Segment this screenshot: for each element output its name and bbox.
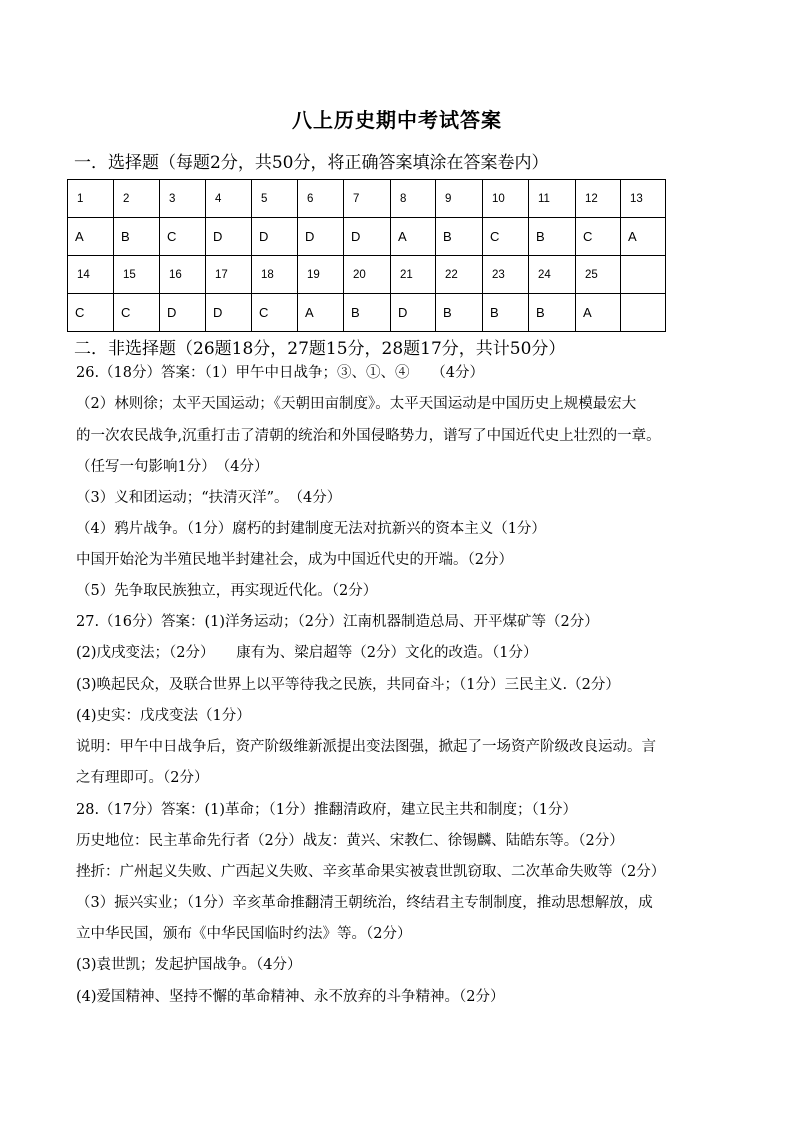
question-number-cell: 5: [252, 180, 298, 218]
answer-letter-cell: B: [436, 218, 483, 256]
answer-line: （4）鸦片战争。（1分）腐朽的封建制度无法对抗新兴的资本主义（1分）: [76, 521, 546, 537]
answer-letter-cell: A: [68, 218, 114, 256]
answer-letter-cell: D: [298, 218, 344, 256]
answer-line: （任写一句影响1分） （4分）: [76, 459, 269, 475]
question-number-cell: 11: [529, 180, 576, 218]
question-number-cell: 2: [114, 180, 160, 218]
question-number-cell: 8: [391, 180, 436, 218]
answer-letter-cell: B: [344, 294, 391, 332]
answer-letter-cell: B: [436, 294, 483, 332]
answer-line: 说明：甲午中日战争后，资产阶级维新派提出变法图强，掀起了一场资产阶级改良运动。言: [76, 739, 656, 755]
answer-line: （3）义和团运动；“扶清灭洋”。 （4分）: [76, 490, 342, 506]
section1-heading: 一．选择题（每题2分，共50分，将正确答案填涂在答案卷内）: [74, 153, 549, 173]
answer-line: （5）先争取民族独立，再实现近代化。（2分）: [76, 583, 378, 599]
question-number-row: [68, 256, 666, 294]
answer-line: 立中华民国，颁布《中华民国临时约法》等。（2分）: [76, 926, 412, 942]
answer-line: (4)爱国精神、坚持不懈的革命精神、永不放弃的斗争精神。（2分）: [76, 989, 505, 1005]
question-number-cell: 12: [576, 180, 621, 218]
answer-line: (3)唤起民众，及联合世界上以平等待我之民族，共同奋斗；（1分）三民主义.（2分）: [76, 677, 620, 693]
answer-letter-cell: C: [252, 294, 298, 332]
answer-letter-cell: A: [621, 218, 666, 256]
answer-line: 的一次农民战争,沉重打击了清朝的统治和外国侵略势力，谱写了中国近代史上壮烈的一章。: [76, 428, 661, 444]
answer-letter-row: [68, 294, 666, 332]
question-number-cell: 13: [621, 180, 666, 218]
question-number-cell: 21: [391, 256, 436, 294]
question-number-cell: 6: [298, 180, 344, 218]
answer-line: (3)袁世凯；发起护国战争。（4分）: [76, 957, 302, 973]
answer-letter-cell: D: [252, 218, 298, 256]
answer-letter-cell: C: [576, 218, 621, 256]
question-number-cell: 17: [206, 256, 252, 294]
answer-letter-cell: B: [483, 294, 529, 332]
answer-letter-cell: [621, 294, 666, 332]
answer-line: (4)史实：戊戌变法（1分）: [76, 708, 251, 724]
question-number-cell: 23: [483, 256, 529, 294]
answer-table: [67, 179, 666, 332]
answer-line: 挫折：广州起义失败、广西起义失败、辛亥革命果实被袁世凯窃取、二次革命失败等（2分）: [76, 864, 666, 880]
section2-heading: 二．非选择题（26题18分，27题15分，28题17分，共计50分）: [74, 339, 566, 359]
answer-letter-cell: C: [160, 218, 206, 256]
answer-letter-cell: B: [529, 294, 576, 332]
answer-letter-cell: C: [114, 294, 160, 332]
answer-letter-cell: B: [529, 218, 576, 256]
answer-line: （3）振兴实业；（1分）辛亥革命推翻清王朝统治，终结君主专制制度，推动思想解放，成: [76, 895, 653, 911]
answer-line: 之有理即可。（2分）: [76, 770, 209, 786]
question-number-cell: 19: [298, 256, 344, 294]
question-number-cell: 20: [344, 256, 391, 294]
answer-line: 中国开始沦为半殖民地半封建社会，成为中国近代史的开端。（2分）: [76, 552, 513, 568]
answer-letter-cell: A: [298, 294, 344, 332]
answer-letter-row: [68, 218, 666, 256]
answer-letter-cell: D: [391, 294, 436, 332]
question-number-cell: 9: [436, 180, 483, 218]
question-number-cell: 18: [252, 256, 298, 294]
question-number-row: [68, 180, 666, 218]
answer-line: 26.（18分）答案：（1）甲午中日战争；③、①、④ （4分）: [76, 365, 484, 381]
question-number-cell: 16: [160, 256, 206, 294]
answer-letter-cell: D: [206, 218, 252, 256]
question-number-cell: 7: [344, 180, 391, 218]
answer-letter-cell: C: [483, 218, 529, 256]
page-title: 八上历史期中考试答案: [292, 108, 502, 132]
answer-letter-cell: A: [576, 294, 621, 332]
question-number-cell: 24: [529, 256, 576, 294]
question-number-cell: 1: [68, 180, 114, 218]
question-number-cell: [621, 256, 666, 294]
answer-line: 28.（17分）答案：(1)革命；（1分）推翻清政府，建立民主共和制度；（1分）: [76, 802, 577, 818]
answer-letter-cell: D: [160, 294, 206, 332]
answer-line: 27.（16分）答案：(1)洋务运动；（2分）江南机器制造总局、开平煤矿等（2分）: [76, 614, 599, 630]
question-number-cell: 25: [576, 256, 621, 294]
answer-letter-cell: D: [206, 294, 252, 332]
answer-letter-cell: D: [344, 218, 391, 256]
question-number-cell: 10: [483, 180, 529, 218]
answer-line: （2）林则徐；太平天国运动；《天朝田亩制度》。太平天国运动是中国历史上规模最宏大: [76, 396, 637, 412]
question-number-cell: 3: [160, 180, 206, 218]
answer-line: 历史地位：民主革命先行者（2分）战友：黄兴、宋教仁、徐锡麟、陆皓东等。（2分）: [76, 833, 624, 849]
answer-letter-cell: C: [68, 294, 114, 332]
answer-letter-cell: B: [114, 218, 160, 256]
question-number-cell: 22: [436, 256, 483, 294]
question-number-cell: 4: [206, 180, 252, 218]
question-number-cell: 15: [114, 256, 160, 294]
answer-letter-cell: A: [391, 218, 436, 256]
answer-line: (2)戊戌变法；（2分） 康有为、梁启超等（2分）文化的改造。（1分）: [76, 645, 538, 661]
question-number-cell: 14: [68, 256, 114, 294]
